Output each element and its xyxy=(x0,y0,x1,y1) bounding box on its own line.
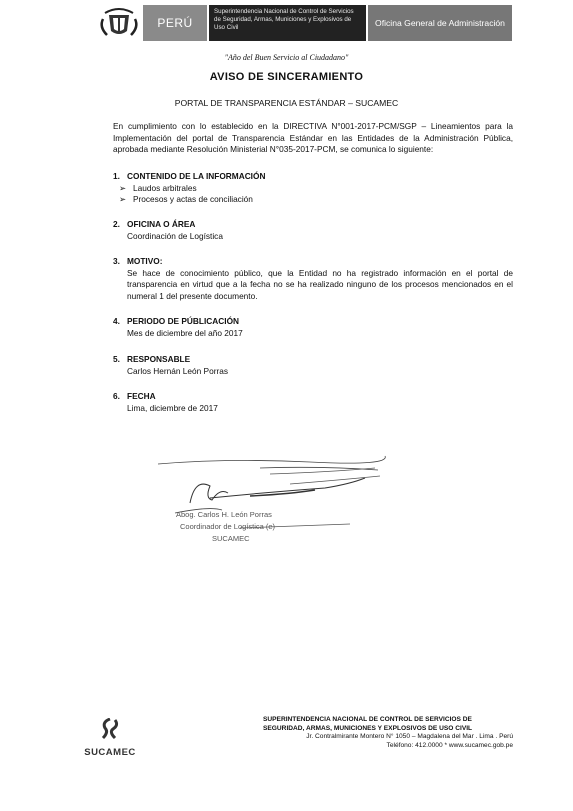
section-number: 1. xyxy=(113,171,120,181)
section-period xyxy=(113,316,513,339)
footer-line: SUPERINTENDENCIA NACIONAL DE CONTROL DE SERVICIOS DE xyxy=(263,716,472,723)
office-name: Oficina General de Administración xyxy=(366,5,512,41)
footer-logo xyxy=(80,718,140,758)
section-number: 2. xyxy=(113,219,120,229)
document-subtitle: PORTAL DE TRANSPARENCIA ESTÁNDAR – SUCAMEC xyxy=(174,98,399,108)
footer-phone-web: Teléfono: 412.0000 * www.sucamec.gob.pe xyxy=(386,741,513,749)
section-number: 4. xyxy=(113,316,120,326)
section-body: Coordinación de Logística xyxy=(127,230,223,241)
section-content xyxy=(113,171,513,206)
entity-name: Superintendencia Nacional de Control de Servicios de Seguridad, Armas, Municiones y Explosivos de Uso Civil xyxy=(207,5,366,41)
section-heading: CONTENIDO DE LA INFORMACIÓN xyxy=(127,171,266,181)
stamp-entity: SUCAMEC xyxy=(212,534,250,543)
section-reason xyxy=(113,256,513,302)
section-heading: PERIODO DE PÚBLICACIÓN xyxy=(127,316,240,326)
section-heading: FECHA xyxy=(127,391,156,401)
peru-coat-of-arms-icon xyxy=(97,5,141,41)
intro-paragraph: En cumplimiento con lo establecido en la DIRECTIVA N°001-2017-PCM/SGP – Lineamientos para la Implementación del portal de Transparencia Estándar en las Entidades de la Administración Pública, aprobada mediante Resolución Ministerial N°035-2017-PCM, se comunica lo siguiente: xyxy=(113,121,513,154)
stamp-name: Abog. Carlos H. León Porras xyxy=(176,510,272,519)
sucamec-logo-icon xyxy=(99,718,121,740)
footer-line: SEGURIDAD, ARMAS, MUNICIONES Y EXPLOSIVOS DE USO CIVIL xyxy=(263,724,473,732)
section-body: Se hace de conocimiento público, que la Entidad no ha registrado información en el portal de transparencia en virtud que a la fecha no se ha realizado ninguno de los procesos mencionados en el numeral 1 del presente documento. xyxy=(127,267,513,301)
section-date xyxy=(113,391,513,414)
section-number: 5. xyxy=(113,354,120,364)
footer-logo-name: SUCAMEC xyxy=(84,747,136,758)
footer-address: Jr. Contralmirante Montero N° 1050 – Magdalena del Mar . Lima . Perú xyxy=(306,733,513,741)
section-heading: MOTIVO: xyxy=(127,256,163,266)
country-label: PERÚ xyxy=(141,5,207,41)
section-body: Lima, diciembre de 2017 xyxy=(127,402,218,413)
section-heading: OFICINA O ÁREA xyxy=(127,219,196,229)
arrow-bullet-icon: ➢ xyxy=(119,194,126,204)
list-item-text: Procesos y actas de conciliación xyxy=(133,194,253,204)
list-item xyxy=(113,194,513,206)
signature-block xyxy=(150,448,390,548)
section-body: Carlos Hernán León Porras xyxy=(127,365,228,376)
arrow-bullet-icon: ➢ xyxy=(119,182,126,193)
section-number: 3. xyxy=(113,256,120,266)
section-responsible xyxy=(113,354,513,377)
year-motto: "Año del Buen Servicio al Ciudadano" xyxy=(224,53,349,62)
list-item-text: Laudos arbitrales xyxy=(133,182,197,193)
letterhead xyxy=(97,5,512,41)
section-office xyxy=(113,219,513,242)
stamp-role: Coordinador de Logística (e) xyxy=(180,522,276,531)
section-number: 6. xyxy=(113,391,120,401)
footer-contact xyxy=(263,716,513,750)
list-item xyxy=(113,183,513,195)
section-heading: RESPONSABLE xyxy=(127,354,191,364)
handwritten-signature xyxy=(150,448,390,548)
section-body: Mes de diciembre del año 2017 xyxy=(127,327,243,338)
document-title: AVISO DE SINCERAMIENTO xyxy=(209,71,364,83)
